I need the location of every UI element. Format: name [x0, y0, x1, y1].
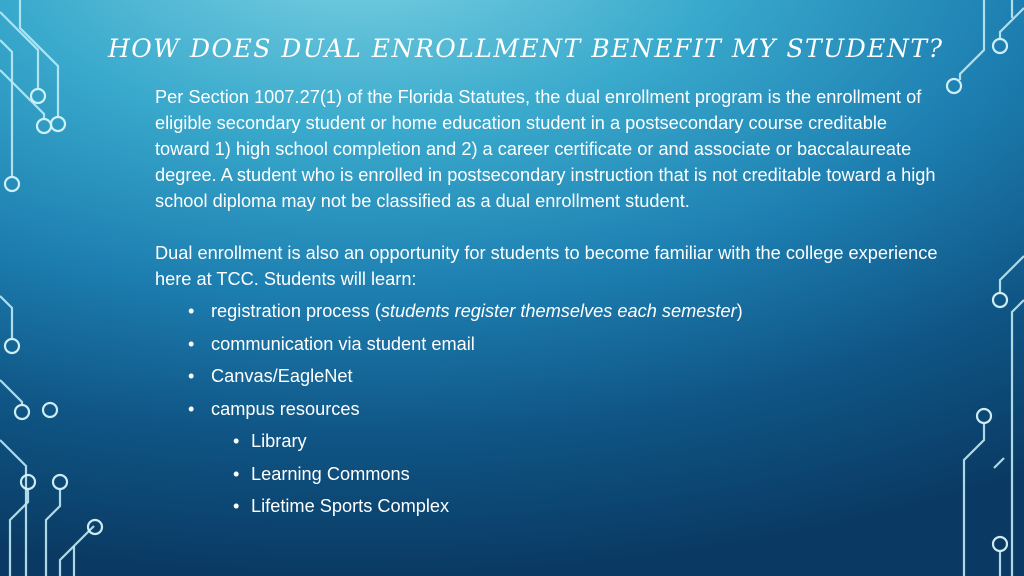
slide-title: HOW DOES DUAL ENROLLMENT BENEFIT MY STUDENT? — [108, 34, 944, 63]
canvas-text: Canvas/EagleNet — [211, 366, 353, 386]
sub-item-sports-complex: • Lifetime Sports Complex — [233, 493, 945, 519]
registration-suffix: ) — [736, 301, 743, 321]
email-text: communication via student email — [211, 333, 475, 354]
registration-text: registration process ( — [211, 301, 381, 321]
statute-paragraph: Per Section 1007.27(1) of the Florida Statutes, the dual enrollment program is the enrollment of eligible secondary student or home education student in a postsecondary course creditable toward 1) high school completion and 2) a career certificate or and associate or baccalaureate degree. A student who is enrolled in postsecondary instruction that is not creditable toward a high school diploma may not be classified as a dual enrollment student. — [155, 87, 936, 211]
slide-body — [155, 84, 945, 526]
list-item-email — [188, 331, 945, 357]
campus-resources-sublist — [211, 428, 945, 519]
list-item-canvas — [188, 363, 945, 389]
learning-list — [155, 298, 945, 519]
list-item-campus-resources — [188, 396, 945, 520]
opportunity-paragraph: Dual enrollment is also an opportunity for students to become familiar with the college experience here at TCC. Students will learn: — [155, 243, 938, 289]
sub-item-library: • Library — [233, 428, 945, 454]
campus-resources-text: campus resources — [211, 398, 360, 419]
list-item-registration — [188, 298, 945, 324]
registration-emphasis: students register themselves each semester — [380, 301, 737, 321]
left-circuit-lines — [0, 0, 94, 576]
right-circuit-lines — [960, 0, 1024, 576]
sub-item-learning-commons: • Learning Commons — [233, 461, 945, 487]
left-circuit-nodes — [5, 89, 102, 534]
right-circuit-nodes — [947, 39, 1007, 551]
